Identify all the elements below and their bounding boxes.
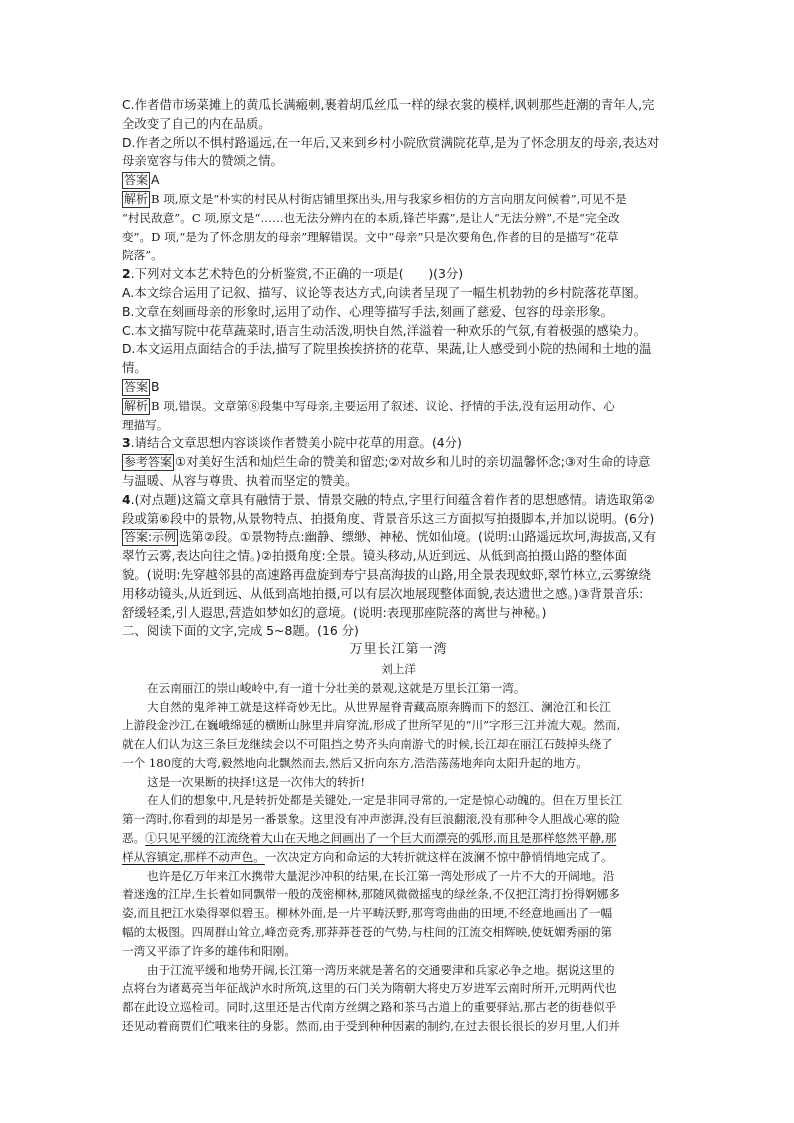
- text-line: 着迷逸的江岸,生长着如同飘带一般的茂密柳林,那随风微微摇曳的绿丝条,不仅把江湾打扮得婀娜多: [122, 887, 620, 902]
- question-text: .(对点题)这篇文章具有融情于景、情景交融的特点,字里行间蕴含着作者的思想感情。请选取第②: [130, 491, 655, 507]
- underlined-sentence: 样从容镇定,那样不动声色。: [122, 849, 265, 864]
- section-heading: 二、阅读下面的文字,完成 5~8题。(16 分): [122, 623, 359, 639]
- answer-text: ①对美好生活和灿烂生命的赞美和留恋;②对故乡和儿时的亲切温馨怀念;③对生命的诗意: [175, 454, 651, 470]
- analysis-tag: 解析: [124, 398, 149, 413]
- answer-value: B: [151, 378, 160, 394]
- question-text: 段或第⑥段中的景物,从景物特点、拍摄角度、背景音乐这三方面拟写拍摄脚本,并加以说明。(6分): [122, 510, 655, 526]
- q1-option-d: [122, 134, 675, 172]
- text-line: 一湾又平添了许多的雄伟和阳刚。: [122, 943, 296, 958]
- analysis-text: 理描写。: [122, 417, 169, 432]
- q2-option-a: A.本文综合运用了记叙、描写、议论等表达方式,向读者呈现了一幅生机勃勃的乡村院落花草图。: [122, 284, 647, 300]
- question-number: 4: [122, 491, 131, 507]
- article-paragraph: [122, 961, 675, 1036]
- analysis-text: 院落”。: [122, 248, 163, 263]
- q1-answer: [122, 171, 675, 190]
- question-number: 2: [122, 266, 131, 282]
- q2-option-b: B.文章在刻画母亲的形象时,运用了动作、心理等描写手法,刻画了慈爱、包容的母亲形象。: [122, 303, 614, 319]
- text-line: 姿,而且把江水染得翠似碧玉。柳林外面,是一片平畴沃野,那弯弯曲曲的田埂,不经意地画出了一幅: [122, 906, 613, 921]
- text-line: 一个 180度的大弯,毅然地向北飘然而去,然后又折向东方,浩浩荡荡地奔向太阳升起的地方。: [122, 755, 588, 770]
- text-line: 就在人们认为这三条巨龙继续会以不可阻挡之势齐头向南游弋的时候,长江却在丽江石鼓掉头绕了: [122, 737, 613, 752]
- q1-option-c: [122, 96, 675, 134]
- answer-tag: 答案: [124, 173, 149, 188]
- text-line: 都在此设立巡检司。同时,这里还是古代南方丝绸之路和茶马古道上的重要驿站,那古老的街巷似乎: [122, 1000, 617, 1015]
- question-number: 3: [122, 435, 131, 451]
- article-paragraph: [122, 791, 675, 866]
- q1-analysis: [122, 190, 675, 265]
- text-span: 一次决定方向和命运的大转折就这样在波澜不惊中静悄悄地完成了。: [264, 849, 613, 864]
- text-line: 也许是亿万年来江水携带大量泥沙冲积的结果,在长江第一湾处形成了一片不大的开阔地。沿: [147, 868, 615, 883]
- q2-option-c: C.本文描写院中花草蔬菜时,语言生动活泼,明快自然,洋溢着一种欢乐的气氛,有着极强的感染力。: [122, 322, 646, 338]
- document-page: [122, 96, 675, 1036]
- q2-stem: [122, 265, 675, 284]
- answer-example-tag: 答案:示例: [124, 530, 177, 545]
- q3-answer: [122, 453, 675, 491]
- analysis-text: B 项,错误。文章第⑧段集中写母亲,主要运用了叙述、议论、抒情的手法,没有运用动作、心: [151, 398, 615, 413]
- answer-text: 用移动镜头,从近到远、从低到高地拍摄,可以有层次地展现整体面貌,表达遗世之感。)③背景音乐:: [122, 585, 644, 601]
- answer-text: 舒缓轻柔,引人遐思,营造如梦如幻的意境。(说明:表现那座院落的离世与神秘。): [122, 604, 547, 620]
- q4-stem: [122, 491, 675, 529]
- analysis-text: B 项,原文是“朴实的村民从村街店铺里探出头,用与我家乡相仿的方言向朋友问候着”,可见不是: [151, 191, 627, 206]
- answer-text: 选第②段。①景物特点:幽静、缥缈、神秘、恍如仙境。(说明:山路遥远坎坷,海拔高,又有: [179, 529, 656, 545]
- reference-answer-tag: 参考答案: [124, 455, 173, 470]
- underlined-sentence: ①只见平缓的江流绕着大山在天地之间画出了一个巨大而漂亮的弧形,而且是那样悠然平静,那: [145, 831, 617, 846]
- text-line: 全改变了自己的内在品质。: [122, 115, 271, 131]
- question-text: .下列对文本艺术特色的分析鉴赏,不正确的一项是( )(3分): [130, 266, 464, 282]
- article: [122, 641, 675, 1036]
- answer-text: 貌。(说明:先穿越邻县的高速路再盘旋到寿宁县高海拔的山路,用全景表现蚊虾,翠竹林立,云雾缭绕: [122, 566, 651, 582]
- analysis-text: “村民敌意”。C 项,原文是“……也无法分辨内在的本质,锋芒毕露”,是让人“无法分辨”,不是“完全改: [122, 210, 620, 225]
- text-line: 第一湾时,你看到的却是另一番景象。这里没有冲声澎湃,没有巨浪翻滚,没有那种令人胆战心寒的险: [122, 812, 620, 827]
- text-span: 恶。: [122, 831, 146, 846]
- question-text: .请结合文章思想内容谈谈作者赞美小院中花草的用意。(4分): [130, 435, 462, 451]
- article-paragraph: [122, 698, 675, 773]
- article-author: 刘上洋: [381, 661, 416, 676]
- answer-text: 与温暖、从容与尊贵、执着而坚定的赞美。: [122, 472, 358, 488]
- text-line: 大自然的鬼斧神工就是这样奇妙无比。从世界屋脊青藏高原奔腾而下的怒江、澜沧江和长江: [147, 699, 611, 714]
- answer-tag: 答案: [124, 379, 149, 394]
- text-line: D.作者之所以不惧村路遥远,在一年后,又来到乡村小院欣赏满院花草,是为了怀念朋友的母亲,表达对: [122, 134, 660, 150]
- answer-text: 翠竹云雾,表达向往之情。)②拍摄角度:全景。镜头移动,从近到远、从低到高拍摄山路的整体面: [122, 548, 628, 564]
- text-line: 还见动着商贾们伫哦来往的身影。然而,由于受到种种因素的制约,在过去很长很长的岁月里,人们并: [122, 1019, 620, 1034]
- text-line: 幅的太极图。四周群山耸立,峰峦竞秀,那莽莽苍苍的气势,与柱间的江流交相辉映,使妩媚秀丽的第: [122, 925, 613, 940]
- text-line: 上游段金沙江,在巍峨绵延的横断山脉里并肩穿流,形成了世所罕见的“川”字形三江并流大观。然而,: [122, 718, 621, 733]
- analysis-text: 变”。D 项,“是为了怀念朋友的母亲”理解错误。文中“母亲”只是次要角色,作者的目的是描写“花草: [122, 229, 619, 244]
- q2-answer: [122, 378, 675, 397]
- text-line: D.本文运用点面结合的手法,描写了院里挨挨挤挤的花草、果蔬,让人感受到小院的热闹和土地的温: [122, 341, 652, 357]
- text-line: 点将台为诸葛亮当年征战泸水时所筑,这里的石门关为隋朝大将史万岁进军云南时所开,元明两代也: [122, 981, 617, 996]
- text-line: 在人们的想象中,凡是转折处都是关键处,一定是非同寻常的,一定是惊心动魄的。但在万里长江: [147, 793, 622, 808]
- article-paragraph: 这是一次果断的抉择!这是一次伟大的转折!: [147, 774, 366, 789]
- article-paragraph: [122, 867, 675, 961]
- answer-value: A: [151, 172, 160, 188]
- article-paragraph: 在云南丽江的崇山峻岭中,有一道十分壮美的景观,这就是万里长江第一湾。: [147, 680, 526, 695]
- q2-analysis: [122, 397, 675, 435]
- text-line: 母亲宽容与伟大的赞颂之情。: [122, 153, 284, 169]
- text-line: C.作者借市场菜摊上的黄瓜长满瘢刺,裹着胡瓜丝瓜一样的绿衣裳的模样,讽刺那些赶潮的青年人,完: [122, 97, 655, 112]
- q2-option-d: [122, 340, 675, 378]
- q4-answer: [122, 528, 675, 622]
- text-line: 由于江流平缓和地势开阔,长江第一湾历来就是著名的交通要津和兵家必争之地。据说这里的: [147, 962, 615, 977]
- q3-stem: [122, 434, 675, 453]
- article-title: 万里长江第一湾: [349, 642, 448, 658]
- analysis-tag: 解析: [124, 191, 149, 206]
- text-line: 情。: [122, 360, 147, 376]
